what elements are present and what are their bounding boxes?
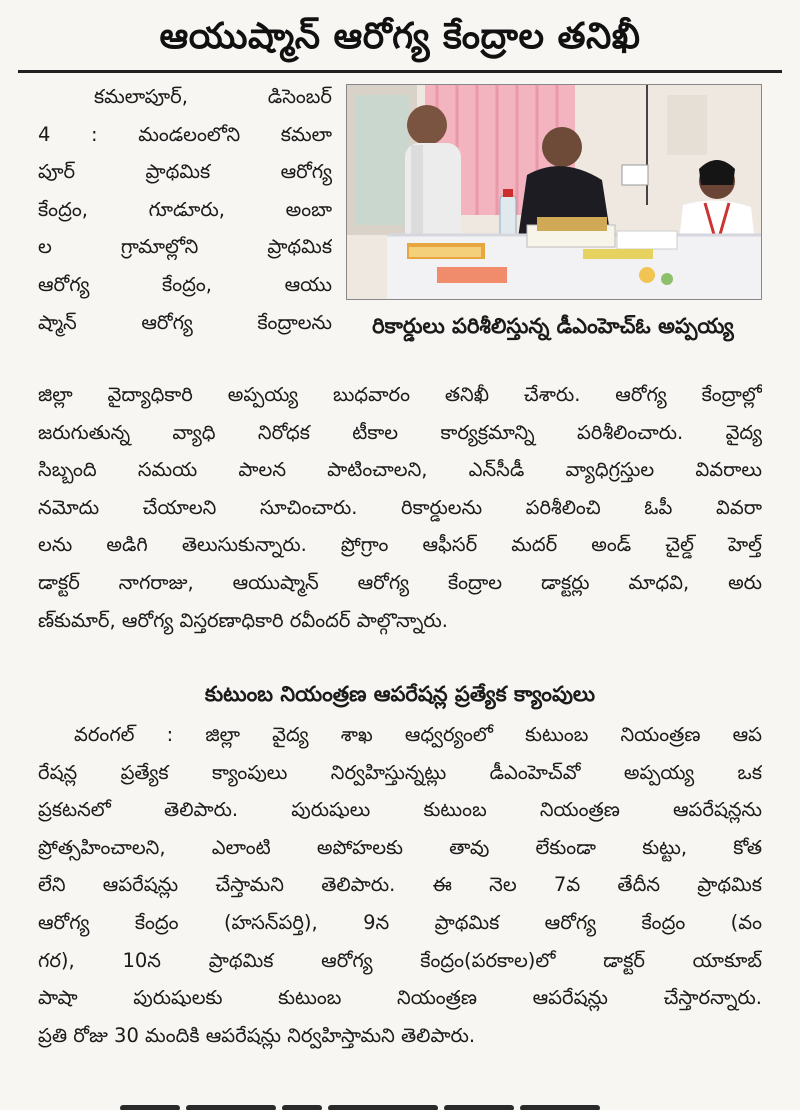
text-line: గర), 10న ప్రాథమిక ఆరోగ్య కేంద్రం(పరకాల)లో డాక్టర్ యాకూబ్: [38, 948, 762, 972]
text-line: లేని ఆపరేషన్లు చేస్తామని తెలిపారు. ఈ నెల 7వ తేదీన ప్రాథమిక: [38, 873, 762, 897]
text-line: జిల్లా వైద్యాధికారి అప్పయ్య బుధవారం తనిఖీ చేశారు. ఆరోగ్య కేంద్రాల్లో: [38, 383, 762, 406]
text-line: ఆరోగ్య కేంద్రం (హసన్‌పర్తి), 9న ప్రాథమిక ఆరోగ్య కేంద్రం (వం: [38, 910, 762, 934]
article-body: [38, 376, 762, 639]
text-line: డాక్టర్ నాగరాజు, ఆయుష్మాన్ ఆరోగ్య కేంద్రాల డాక్టర్లు మాధవి, అరు: [38, 570, 762, 594]
text-line: ప్రకటనలో తెలిపారు. పురుషులు కుటుంబ నియంత్రణ ఆపరేషన్లను: [38, 798, 762, 822]
text-line: కేంద్రం, గూడూరు, అంబా: [38, 197, 332, 221]
headline: ఆయుష్మాన్ ఆరోగ్య కేంద్రాల తనిఖీ: [159, 16, 641, 57]
text-line: కమలాపూర్, డిసెంబర్: [94, 85, 332, 108]
intro-paragraph: [38, 78, 332, 341]
headline-rule: [18, 70, 782, 73]
text-line: ష్మాన్ ఆరోగ్య కేంద్రాలను: [38, 310, 332, 334]
text-line: రేషన్ల ప్రత్యేక క్యాంపులు నిర్వహిస్తున్నట్లు డీఎంహెచ్‌వో అప్పయ్య ఒక: [38, 760, 762, 784]
text-line: ఆరోగ్య కేంద్రం, ఆయు: [38, 272, 332, 296]
text-line: ప్రోత్సహించాలని, ఎలాంటి అపోహలకు తావు లేకుండా కుట్టు, కోత: [38, 835, 762, 859]
second-article-headline: కుటుంబ నియంత్రణ ఆపరేషన్ల ప్రత్యేక క్యాంపులు: [204, 682, 596, 706]
second-article-body: [38, 716, 762, 1054]
text-line: జరుగుతున్న వ్యాధి నిరోధక టీకాల కార్యక్రమాన్ని పరిశీలించారు. వైద్య: [38, 420, 762, 444]
text-line: పూర్ ప్రాథమిక ఆరోగ్య: [38, 160, 332, 184]
text-line: లను అడిగి తెలుసుకున్నారు. ప్రోగ్రాం ఆఫీసర్ మదర్ అండ్ చైల్డ్ హెల్త్: [38, 533, 762, 557]
text-line: సిబ్బంది సమయ పాలన పాటించాలని, ఎన్‌సీడీ వ్యాధిగ్రస్తుల వివరాలు: [38, 458, 762, 482]
text-line: ల గ్రామాల్లోని ప్రాథమిక: [38, 235, 332, 259]
text-line: ణ్‌కుమార్, ఆరోగ్య విస్తరణాధికారి రవీందర్ పాల్గొన్నారు.: [38, 608, 448, 632]
text-line: పాషా పురుషులకు కుటుంబ నియంత్రణ ఆపరేషన్లు చేస్తారన్నారు.: [38, 986, 762, 1010]
photo-caption: రికార్డులు పరిశీలిస్తున్న డీఎంహెచ్ఓ అప్పయ్య: [372, 314, 734, 338]
text-line: 4 : మండలంలోని కమలా: [38, 122, 332, 146]
text-line: నమోదు చేయాలని సూచించారు. రికార్డులను పరిశీలించి ఓపీ వివరా: [38, 495, 762, 519]
news-photo: [346, 84, 762, 300]
text-line: ప్రతి రోజు 30 మందికి ఆపరేషన్లు నిర్వహిస్తామని తెలిపారు.: [38, 1023, 476, 1047]
text-line: వరంగల్ : జిల్లా వైద్య శాఖ ఆధ్వర్యంలో కుటుంబ నియంత్రణ ఆప: [74, 723, 762, 746]
cropped-next-line: [120, 1096, 680, 1110]
